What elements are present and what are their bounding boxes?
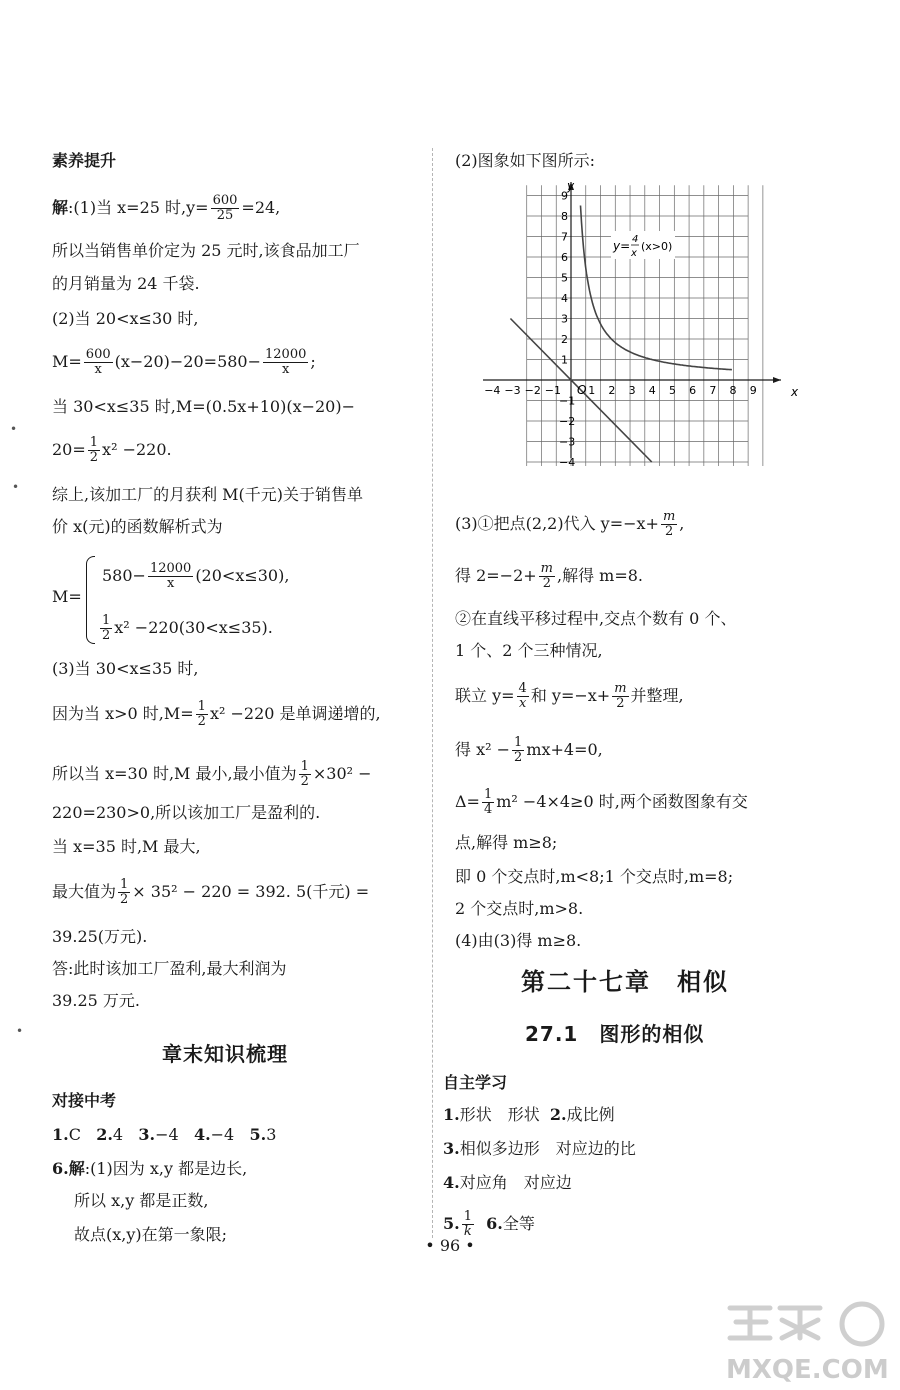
origin-label: O [577,383,587,397]
solution-line-17: 答:此时该加工厂盈利,最大利润为 [52,959,287,978]
watermark-logo [722,1300,897,1385]
solution-line-1: 解:(1)当 x=25 时,y= $\frac{600}{25}$ =24, [52,193,281,223]
x-tick-label: 3 [628,384,636,397]
x-tick-label: −2 [524,384,541,397]
solve-label: 解 [52,198,69,217]
svg-text:x: x [631,248,637,259]
y-tick-label: 7 [561,230,568,244]
fraction: $\frac{4}{x}$ [518,681,527,711]
x-tick-label: −1 [544,384,562,397]
answer-6-line-1: 6.解:(1)因为 x,y 都是边长, [52,1159,248,1178]
x-tick-label: 5 [668,384,676,397]
solution-line-2: 所以当销售单价定为 25 元时,该食品加工厂 [52,241,360,260]
fraction: $\frac{600}{25}$ [212,193,238,223]
x-tick-label: 9 [749,384,757,397]
x-tick-label: 1 [588,384,596,397]
self-study-line-2: 3.相似多边形 对应边的比 [443,1139,636,1158]
x-tick-label: 7 [709,384,717,397]
x-tick-label: 2 [608,384,616,397]
solution-line-10: (3)当 30<x≤35 时, [52,659,199,678]
fraction: $\frac{1}{2}$ [120,877,129,907]
y-tick-label: 8 [561,210,568,223]
y-tick-label: 3 [561,312,568,326]
piecewise-case-1: 580− $\frac{12000}{x}$ (20<x≤30), [102,561,290,591]
solution-line-14: 当 x=35 时,M 最大, [52,837,201,856]
self-study-line-3: 4.对应角 对应边 [443,1173,572,1192]
y-tick-label: 2 [561,333,568,346]
answer-6-line-2: 所以 x,y 都是正数, [74,1191,209,1210]
section-title-27-1: 27.1 图形的相似 [525,1022,705,1046]
y-tick-label: 4 [561,292,568,305]
piecewise-m-label: M= [52,587,82,606]
function-graph [475,176,805,466]
solution-line-18: 39.25 万元. [52,991,140,1010]
y-tick-label: −2 [559,415,576,428]
fraction: $\frac{1}{k}$ [463,1209,472,1239]
x-tick-labels [484,384,757,397]
x-tick-label: −4 [484,384,501,397]
solution-line-4: (2)当 20<x≤30 时, [52,309,199,328]
part3-line-2: 得 2=−2+ $\frac{m}{2}$ ,解得 m=8. [455,561,644,591]
y-tick-labels [559,190,575,467]
fraction: $\frac{m}{2}$ [614,681,627,711]
y-tick-label: 6 [561,251,568,264]
fraction: $\frac{1}{2}$ [300,759,309,789]
solution-line-7: 20= $\frac{1}{2}$ x² −220. [52,435,172,465]
solution-line-9: 价 x(元)的函数解析式为 [52,517,223,536]
part3-line-8: 点,解得 m≥8; [455,833,558,852]
y-tick-label: 5 [561,271,568,285]
x-axis-arrow [773,377,781,383]
svg-text:4: 4 [632,234,639,245]
x-tick-label: 8 [729,384,737,397]
sub-heading-zizhu: 自主学习 [443,1073,508,1092]
x-tick-label: 6 [689,384,697,397]
part3-line-10: 2 个交点时,m>8. [455,899,584,918]
svg-text:y=: y= [613,239,631,253]
part3-line-5: 联立 y= $\frac{4}{x}$ 和 y=−x+ $\frac{m}{2}$ 并整理, [455,681,684,711]
page-number: • 96 • [425,1236,475,1255]
graph-axes [483,182,781,458]
section-heading-suyang: 素养提升 [52,151,117,170]
self-study-line-4: 5. $\frac{1}{k}$ 6.全等 [443,1209,535,1239]
fraction: $\frac{m}{2}$ [662,509,676,539]
fraction: $\frac{12000}{x}$ [149,561,192,591]
part4-line: (4)由(3)得 m≥8. [455,931,582,950]
y-tick-label: −1 [559,394,576,408]
y-tick-label: 9 [561,189,568,203]
x-tick-label: 4 [648,384,656,397]
solution-line-11: 因为当 x>0 时,M= $\frac{1}{2}$ x² −220 是单调递增的, [52,699,381,729]
part3-line-4: 1 个、2 个三种情况, [455,641,603,660]
answer-6-line-3: 故点(x,y)在第一象限; [74,1225,228,1244]
solution-line-6: 当 30<x≤35 时,M=(0.5x+10)(x−20)− [52,397,356,416]
part3-line-6: 得 x² − $\frac{1}{2}$ mx+4=0, [455,735,603,765]
self-study-line-1: 1.形状 形状 2.成比例 [443,1105,615,1124]
hyperbola-curve [581,206,732,370]
fraction: $\frac{1}{4}$ [483,787,493,817]
y-tick-label: −4 [559,456,576,466]
fraction: $\frac{m}{2}$ [540,561,553,591]
y-tick-label: −3 [559,435,576,449]
solution-line-5: M= $\frac{600}{x}$ (x−20)−20=580− $\frac{12000}{x}$ ; [52,347,316,377]
fraction: $\frac{1}{2}$ [102,613,111,643]
y-tick-label: 1 [561,353,568,367]
section-title-zhangmo: 章末知识梳理 [162,1042,288,1066]
solution-line-8: 综上,该加工厂的月获利 M(千元)关于销售单 [52,485,364,504]
solution-line-3: 的月销量为 24 千袋. [52,274,200,293]
chapter-title: 第二十七章 相似 [521,968,729,996]
scan-mark: • [16,1024,24,1038]
y-axis-label: y [567,179,575,193]
x-axis-label: x [791,385,799,399]
fraction: $\frac{600}{x}$ [85,347,111,377]
svg-text:MXQE.COM: MXQE.COM [726,1355,889,1385]
solution-line-13: 220=230>0,所以该加工厂是盈利的. [52,803,321,822]
part2-intro: (2)图象如下图所示: [455,151,596,170]
column-divider [432,148,433,1238]
scan-mark: • [12,480,20,494]
x-tick-label: −3 [504,384,521,397]
fraction: $\frac{12000}{x}$ [265,347,307,377]
scan-mark: • [10,422,18,436]
piecewise-brace [86,556,95,644]
fraction: $\frac{1}{2}$ [514,735,523,765]
section-heading-duijie: 对接中考 [52,1091,117,1110]
solution-line-12: 所以当 x=30 时,M 最小,最小值为 $\frac{1}{2}$ ×30² − [52,759,372,789]
fraction: $\frac{1}{2}$ [197,699,206,729]
solution-line-16: 39.25(万元). [52,927,148,946]
part3-line-9: 即 0 个交点时,m<8;1 个交点时,m=8; [455,867,734,886]
curve-label [611,231,675,259]
part3-line-7: Δ= $\frac{1}{4}$ m² −4×4≥0 时,两个函数图象有交 [455,787,748,817]
solution-line-15: 最大值为 $\frac{1}{2}$ × 35² − 220 = 392. 5(千元) = [52,877,370,907]
part3-line-3: ②在直线平移过程中,交点个数有 0 个、 [455,609,737,628]
svg-text:(x>0): (x>0) [641,240,673,253]
answer-line-1-5: 1.C 2.4 3.−4 4.−4 5.3 [52,1125,277,1144]
fraction: $\frac{1}{2}$ [89,435,99,465]
piecewise-case-2: $\frac{1}{2}$ x² −220(30<x≤35). [102,613,273,643]
part3-line-1: (3)①把点(2,2)代入 y=−x+ $\frac{m}{2}$ , [455,509,685,539]
